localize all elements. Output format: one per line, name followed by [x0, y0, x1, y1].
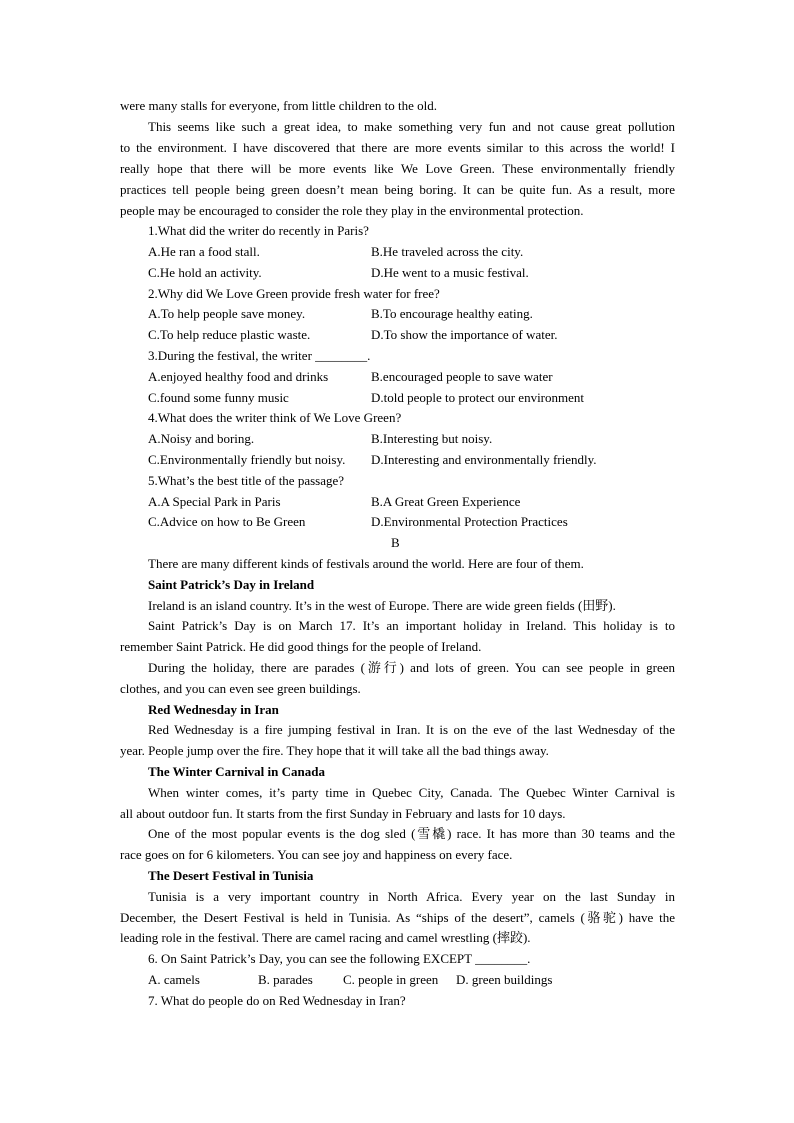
paragraph-line: were many stalls for everyone, from little children to the old.: [120, 98, 437, 113]
paragraph-line: During the holiday, there are parades (游行) and lots of green. You can see people in green: [148, 660, 675, 675]
paragraph-line: leading role in the festival. There are camel racing and camel wrestling (摔跤).: [120, 930, 531, 945]
paragraph-line: clothes, and you can even see green buildings.: [120, 681, 361, 696]
question-stem: 5.What’s the best title of the passage?: [148, 473, 345, 488]
option-d[interactable]: D.Interesting and environmentally friendly.: [371, 452, 597, 467]
option-c[interactable]: C.To help reduce plastic waste.: [148, 327, 311, 342]
option-c[interactable]: C.He hold an activity.: [148, 265, 262, 280]
paragraph-line: really hope that there will be more events like We Love Green. These environmentally friendly: [120, 161, 675, 176]
question-stem: 2.Why did We Love Green provide fresh water for free?: [148, 286, 440, 301]
paragraph-line: to the environment. I have discovered that there are more events similar to this across the world! I: [120, 140, 675, 155]
paragraph-line: Ireland is an island country. It’s in the west of Europe. There are wide green fields (田野).: [148, 598, 616, 613]
question-stem: 3.During the festival, the writer ________.: [148, 348, 371, 363]
paragraph-line: practices tell people being green doesn’t mean being boring. It can be quite fun. As a result, more: [120, 182, 675, 197]
option-b[interactable]: B.He traveled across the city.: [371, 244, 524, 259]
question-stem: 1.What did the writer do recently in Paris?: [148, 223, 369, 238]
paragraph-line: year. People jump over the fire. They hope that it will take all the bad things away.: [120, 743, 549, 758]
option-d[interactable]: D.He went to a music festival.: [371, 265, 529, 280]
section-intro: There are many different kinds of festivals around the world. Here are four of them.: [148, 556, 584, 571]
option-b[interactable]: B.Interesting but noisy.: [371, 431, 493, 446]
paragraph-line: race goes on for 6 kilometers. You can see joy and happiness on every face.: [120, 847, 513, 862]
question-stem: 6. On Saint Patrick’s Day, you can see the following EXCEPT ________.: [148, 951, 531, 966]
paragraph-line: Tunisia is a very important country in North Africa. Every year on the last Sunday in: [148, 889, 675, 904]
option-d[interactable]: D. green buildings: [456, 972, 553, 987]
option-a[interactable]: A.Noisy and boring.: [148, 431, 255, 446]
option-a[interactable]: A.To help people save money.: [148, 306, 306, 321]
option-c[interactable]: C.Environmentally friendly but noisy.: [148, 452, 346, 467]
section-heading: Saint Patrick’s Day in Ireland: [148, 577, 315, 592]
paragraph-line: This seems like such a great idea, to make something very fun and not cause great pollution: [148, 119, 675, 134]
section-heading: Red Wednesday in Iran: [148, 702, 279, 717]
paragraph-line: people may be encouraged to consider the role they play in the environmental protection.: [120, 203, 584, 218]
option-a[interactable]: A. camels: [148, 972, 200, 987]
option-c[interactable]: C.found some funny music: [148, 390, 289, 405]
section-heading: The Desert Festival in Tunisia: [148, 868, 314, 883]
option-c[interactable]: C.Advice on how to Be Green: [148, 514, 306, 529]
question-stem: 4.What does the writer think of We Love Green?: [148, 410, 402, 425]
option-b[interactable]: B.A Great Green Experience: [371, 494, 521, 509]
option-b[interactable]: B.To encourage healthy eating.: [371, 306, 533, 321]
paragraph-line: December, the Desert Festival is held in Tunisia. As “ships of the desert”, camels (骆驼) have the: [120, 910, 675, 925]
paragraph-line: When winter comes, it’s party time in Quebec City, Canada. The Quebec Winter Carnival is: [148, 785, 675, 800]
option-b[interactable]: B.encouraged people to save water: [371, 369, 553, 384]
option-c[interactable]: C. people in green: [343, 972, 439, 987]
option-a[interactable]: A.He ran a food stall.: [148, 244, 260, 259]
paragraph-line: remember Saint Patrick. He did good things for the people of Ireland.: [120, 639, 482, 654]
option-d[interactable]: D.Environmental Protection Practices: [371, 514, 568, 529]
paragraph-line: One of the most popular events is the dog sled (雪橇) race. It has more than 30 teams and the: [148, 826, 675, 841]
paragraph-line: all about outdoor fun. It starts from the first Sunday in February and lasts for 10 days.: [120, 806, 566, 821]
section-heading: The Winter Carnival in Canada: [148, 764, 325, 779]
option-d[interactable]: D.told people to protect our environment: [371, 390, 585, 405]
section-label: B: [391, 535, 400, 550]
paragraph-line: Saint Patrick’s Day is on March 17. It’s an important holiday in Ireland. This holiday is to: [148, 618, 675, 633]
question-stem: 7. What do people do on Red Wednesday in Iran?: [148, 993, 406, 1008]
option-d[interactable]: D.To show the importance of water.: [371, 327, 558, 342]
option-a[interactable]: A.enjoyed healthy food and drinks: [148, 369, 329, 384]
paragraph-line: Red Wednesday is a fire jumping festival in Iran. It is on the eve of the last Wednesday of the: [148, 722, 675, 737]
option-a[interactable]: A.A Special Park in Paris: [148, 494, 281, 509]
option-b[interactable]: B. parades: [258, 972, 313, 987]
